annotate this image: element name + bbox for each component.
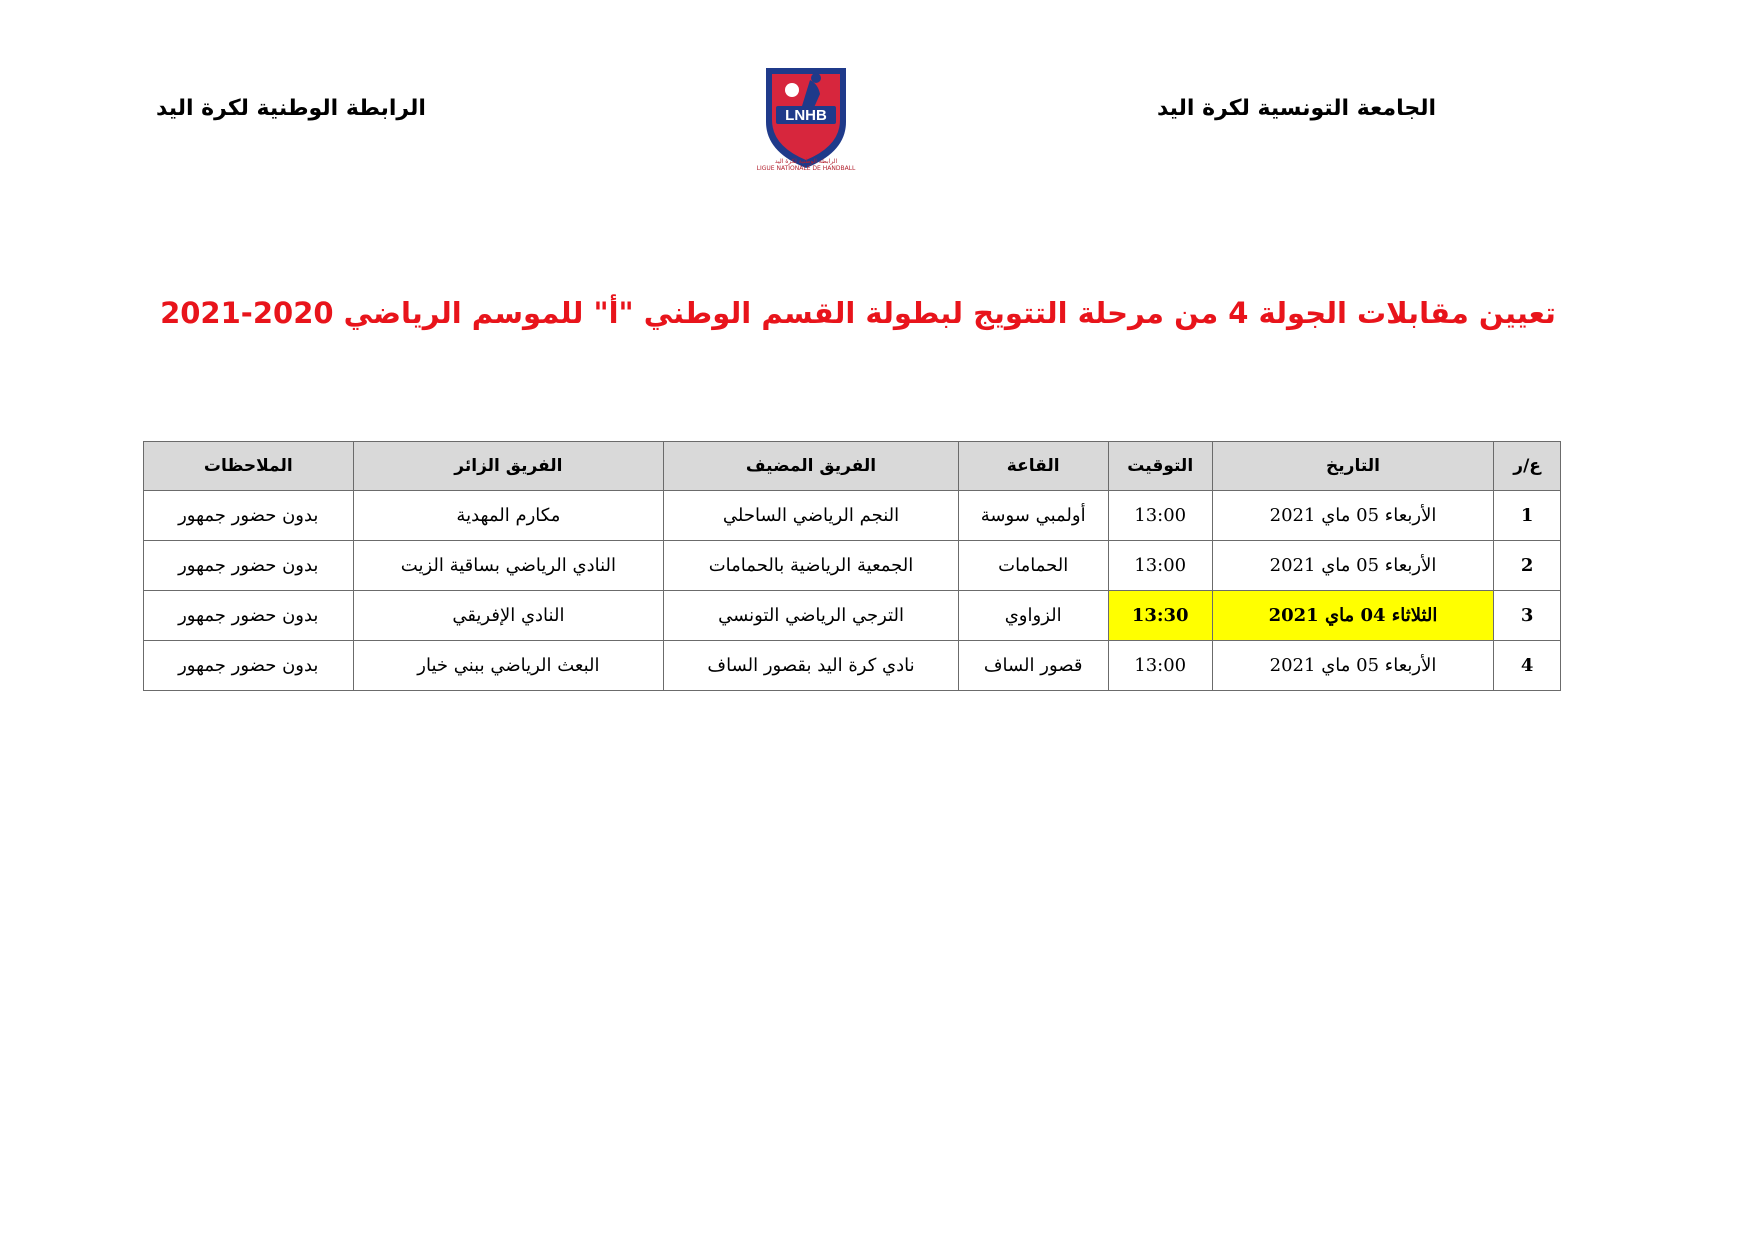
table-row [144,591,1561,641]
cell-hall: الحمامات [958,541,1108,591]
cell-home: الجمعية الرياضية بالحمامات [664,541,959,591]
cell-hall: أولمبي سوسة [958,491,1108,541]
cell-time: 13:00 [1108,491,1212,541]
league-name: الرابطة الوطنية لكرة اليد [156,96,426,121]
page-title: تعيين مقابلات الجولة 4 من مرحلة التتويج لبطولة القسم الوطني "أ" للموسم الرياضي 2020-2021 [160,296,1556,330]
col-header-notes: الملاحظات [144,442,354,491]
logo-text: LNHB [785,107,827,124]
logo-caption-fr: LIGUE NATIONALE DE HANDBALL [756,165,856,172]
cell-time-highlighted: 13:30 [1108,591,1212,641]
cell-time: 13:00 [1108,641,1212,691]
cell-home: الترجي الرياضي التونسي [664,591,959,641]
cell-home: نادي كرة اليد بقصور الساف [664,641,959,691]
cell-notes: بدون حضور جمهور [144,591,354,641]
federation-name: الجامعة التونسية لكرة اليد [1156,96,1436,121]
cell-notes: بدون حضور جمهور [144,491,354,541]
cell-away: النادي الإفريقي [353,591,664,641]
table-row [144,541,1561,591]
lnhb-logo [756,60,856,172]
col-header-time: التوقيت [1108,442,1212,491]
cell-num: 3 [1494,591,1561,641]
cell-notes: بدون حضور جمهور [144,541,354,591]
cell-notes: بدون حضور جمهور [144,641,354,691]
cell-date: الأربعاء 05 ماي 2021 [1212,491,1493,541]
cell-away: مكارم المهدية [353,491,664,541]
cell-home: النجم الرياضي الساحلي [664,491,959,541]
cell-hall: قصور الساف [958,641,1108,691]
table-row [144,641,1561,691]
col-header-hall: القاعة [958,442,1108,491]
cell-date-highlighted: الثلاثاء 04 ماي 2021 [1212,591,1493,641]
cell-date: الأربعاء 05 ماي 2021 [1212,541,1493,591]
logo-caption-ar: الرابطة الوطنية لكرة اليد [774,158,838,165]
schedule-table [143,441,1561,691]
col-header-num: ع/ر [1494,442,1561,491]
cell-time: 13:00 [1108,541,1212,591]
table-header-row [144,442,1561,491]
col-header-home: الفريق المضيف [664,442,959,491]
cell-num: 2 [1494,541,1561,591]
cell-date: الأربعاء 05 ماي 2021 [1212,641,1493,691]
cell-num: 4 [1494,641,1561,691]
cell-hall: الزواوي [958,591,1108,641]
col-header-date: التاريخ [1212,442,1493,491]
cell-num: 1 [1494,491,1561,541]
cell-away: البعث الرياضي ببني خيار [353,641,664,691]
col-header-away: الفريق الزائر [353,442,664,491]
cell-away: النادي الرياضي بساقية الزيت [353,541,664,591]
logo-caption [748,158,864,172]
table-row [144,491,1561,541]
